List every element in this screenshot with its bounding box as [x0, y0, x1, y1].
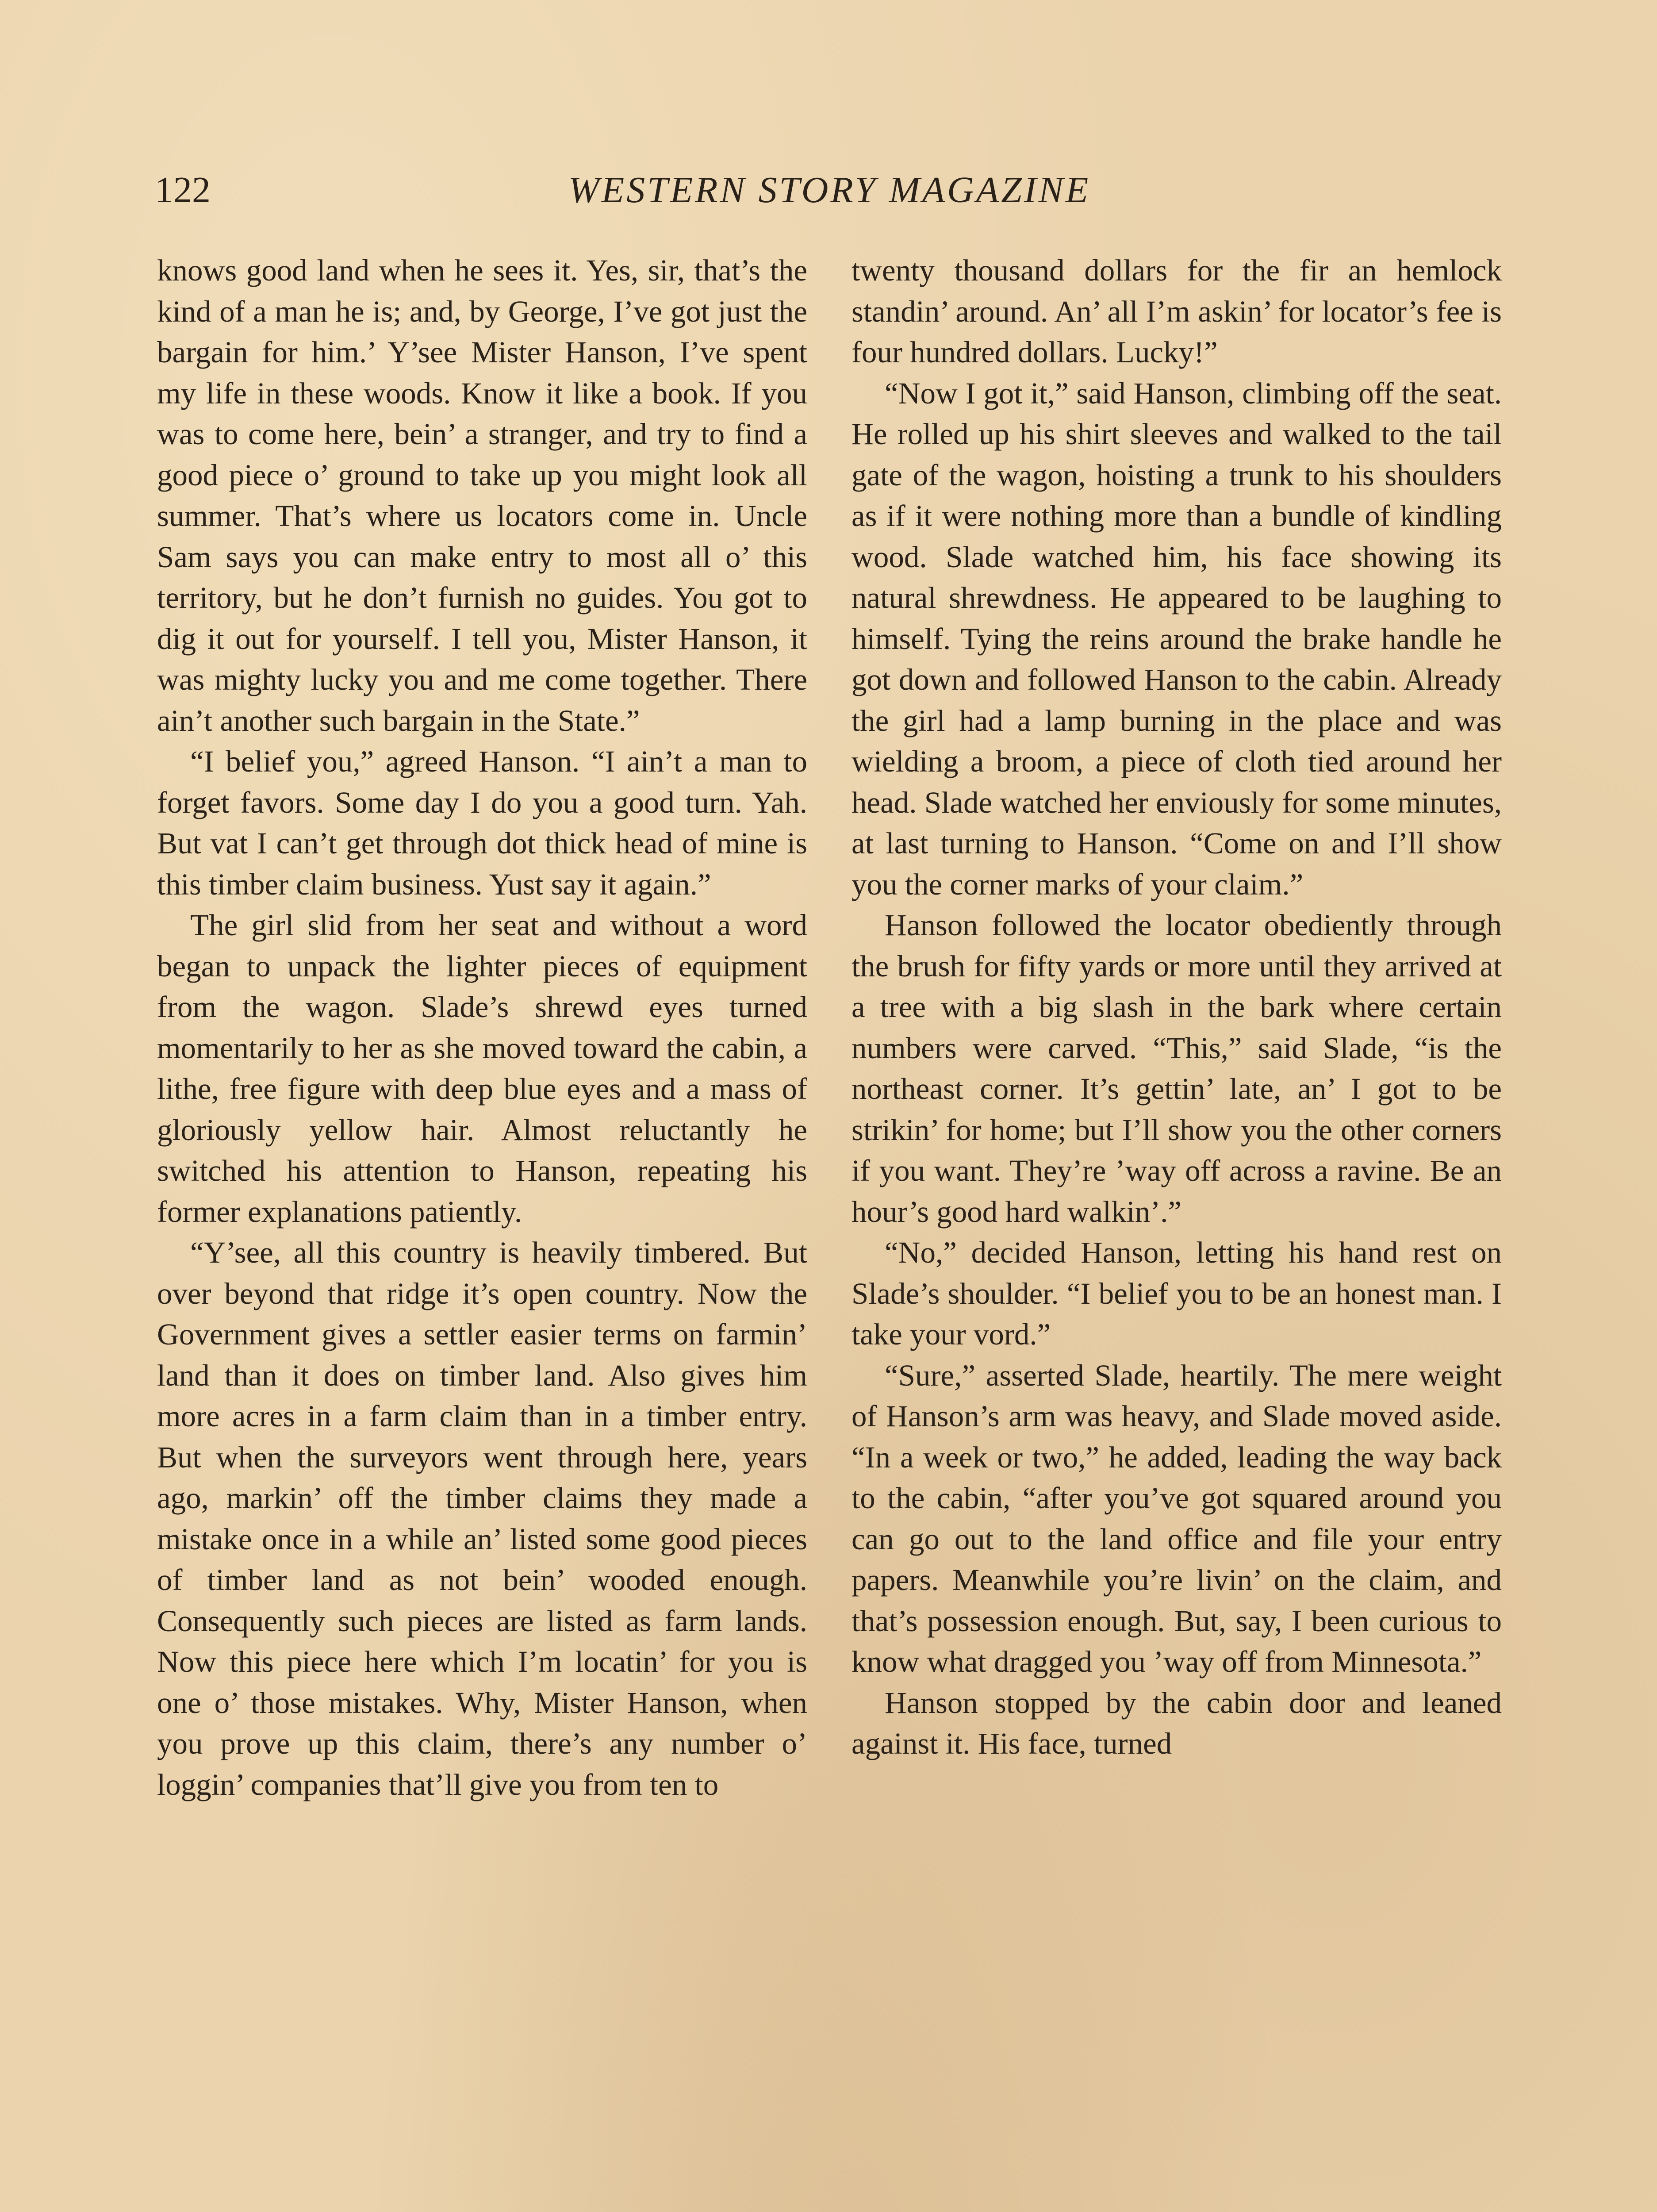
paragraph: knows good land when he sees it. Yes, sir, that’s the kind of a man he is; and, by George, I’ve got just the bargain for him.’ Y’see Mister Hanson, I’ve spent my life in these woods. Know it like a book. If you was to come here, bein’ a stranger, and try to find a good piece o’ ground to take up you might look all summer. That’s where us locators come in. Uncle Sam says you can make entry to most all o’ this territory, but he don’t furnish no guides. You got to dig it out for yourself. I tell you, Mister Hanson, it was mighty lucky you and me come together. There ain’t another such bargain in the State.”	[157, 253, 807, 737]
paragraph: “Y’see, all this country is heavily timbered. But over beyond that ridge it’s open country. Now the Government gives a settler easier terms on farmin’ land than it does on timber land. Also gives him more acres in a farm claim than in a timber entry. But when the surveyors went through here, years ago, markin’ off the timber claims they made a mistake once in a while an’ listed some good pieces of timber land as not bein’ wooded enough. Consequently such pieces are listed as farm lands. Now this piece here which I’m locatin’ for you is one o’ those mistakes. Why, Mister Hanson, when you prove up this claim, there’s any number o’ loggin’ companies that’ll give you from ten to	[157, 1236, 807, 1801]
paragraph: “Now I got it,” said Hanson, climbing off the seat. He rolled up his shirt sleeves and walked to the tail gate of the wagon, hoisting a trunk to his shoulders as if it were nothing more than a bundle of kindling wood. Slade watched him, his face showing its natural shrewdness. He appeared to be laughing to himself. Tying the reins around the brake handle he got down and followed Hanson to the cabin. Already the girl had a lamp burning in the place and was wielding a broom, a piece of cloth tied around her head. Slade watched her enviously for some minutes, at last turning to Hanson. “Come on and I’ll show you the corner marks of your claim.”	[852, 376, 1502, 901]
paragraph: twenty thousand dollars for the fir an hemlock standin’ around. An’ all I’m askin’ for locator’s fee is four hundred dollars. Lucky!”	[852, 253, 1502, 369]
page-number: 122	[155, 169, 211, 211]
paragraph: “No,” decided Hanson, letting his hand rest on Slade’s shoulder. “I belief you to be an honest man. I take your vord.”	[852, 1236, 1502, 1351]
paragraph: Hanson stopped by the cabin door and leaned against it. His face, turned	[852, 1686, 1502, 1760]
page-header	[155, 164, 1504, 217]
paragraph: Hanson followed the locator obediently through the brush for fifty yards or more until they arrived at a tree with a big slash in the bark where certain numbers were carved. “This,” said Slade, “is the northeast corner. It’s gettin’ late, an’ I got to be strikin’ for home; but I’ll show you the other corners if you want. They’re ’way off across a ravine. Be an hour’s good hard walkin’.”	[852, 908, 1502, 1229]
left-column	[157, 250, 807, 2212]
paragraph: “Sure,” asserted Slade, heartily. The mere weight of Hanson’s arm was heavy, and Slade moved aside. “In a week or two,” he added, leading the way back to the cabin, “after you’ve got squared around you can go out to the land office and file your entry papers. Meanwhile you’re livin’ on the claim, and that’s possession enough. But, say, I been curious to know what dragged you ’way off from Minnesota.”	[852, 1358, 1502, 1678]
paragraph: The girl slid from her seat and without a word began to unpack the lighter pieces of equipment from the wagon. Slade’s shrewd eyes turned momentarily to her as she moved toward the cabin, a lithe, free figure with deep blue eyes and a mass of gloriously yellow hair. Almost reluctantly he switched his attention to Hanson, repeating his former explanations patiently.	[157, 908, 807, 1229]
running-title: WESTERN STORY MAGAZINE	[568, 169, 1091, 211]
right-column	[852, 250, 1502, 2212]
paragraph: “I belief you,” agreed Hanson. “I ain’t a man to forget favors. Some day I do you a good turn. Yah. But vat I can’t get through dot thick head of mine is this timber claim business. Yust say it again.”	[157, 745, 807, 901]
